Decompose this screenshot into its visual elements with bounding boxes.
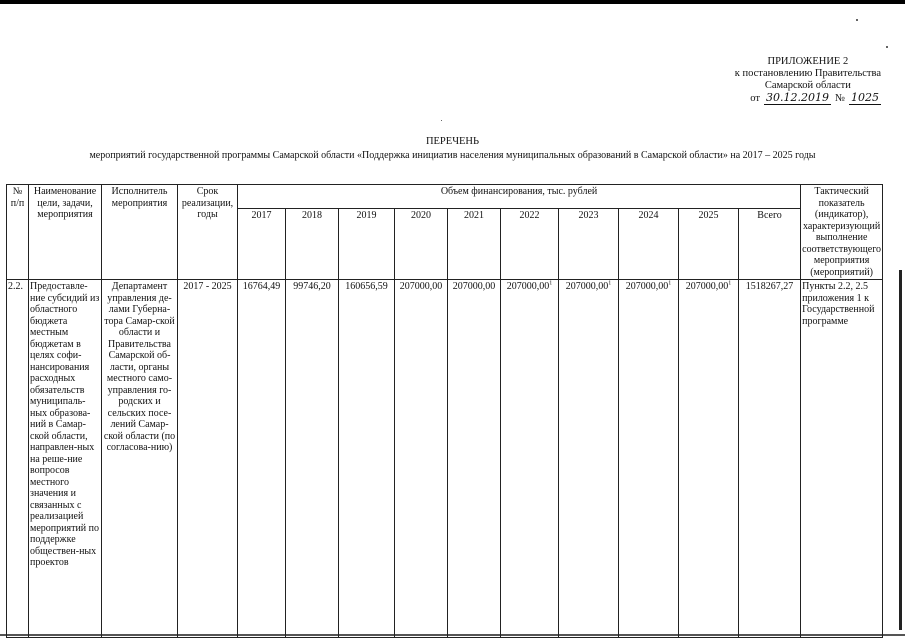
row-name: Предоставле-ние субсидий из областного бюджета местным бюджетам в целях софи-нансирования расходных обязательств муниципаль-ных образова-ний в Самар-ской области, направлен-ных на реше-ние вопросов местного значения и связанных с реализацией мероприятий по поддержке обществен-ных проектов <box>29 280 102 638</box>
row-value-total: 1518267,27 <box>739 280 801 638</box>
header-term: Срок реализации, годы <box>178 185 238 280</box>
header-year: 2018 <box>286 209 339 280</box>
value-text: 207000,00 <box>625 281 669 292</box>
document-title: ПЕРЕЧЕНЬ <box>425 136 480 147</box>
row-value-2018: 99746,20 <box>286 280 339 638</box>
footnote-mark: 1 <box>668 280 672 287</box>
number-value: 1025 <box>851 91 879 104</box>
header-year: 2023 <box>559 209 619 280</box>
header-year: 2019 <box>339 209 395 280</box>
row-value-2021: 207000,00 <box>448 280 501 638</box>
table-row <box>7 280 883 638</box>
value-text: 207000,00 <box>565 281 609 292</box>
row-value-2020: 207000,00 <box>395 280 448 638</box>
header-year: 2025 <box>679 209 739 280</box>
scan-speck <box>856 19 858 21</box>
row-indicator: Пункты 2.2, 2.5 приложения 1 к Государственной программе <box>801 280 883 638</box>
appendix-line: к постановлению Правительства <box>734 68 881 79</box>
row-value-2022 <box>501 280 559 638</box>
header-year: 2017 <box>238 209 286 280</box>
row-num: 2.2. <box>7 280 29 638</box>
date-number-line <box>735 92 881 105</box>
row-term: 2017 - 2025 <box>178 280 238 638</box>
row-value-2025 <box>679 280 739 638</box>
header-year: 2024 <box>619 209 679 280</box>
footnote-mark: 1 <box>549 280 553 287</box>
footnote-mark: 1 <box>608 280 612 287</box>
value-text: 207000,00 <box>685 281 729 292</box>
row-executor: Департамент управления де-лами Губерна-тора Самар-ской области и Правительства Самарской об-ласти, органы местного само-управления го-родских и сельских посе-лений Самар-ской области (по согласова-нию) <box>102 280 178 638</box>
footnote-mark: 1 <box>728 280 732 287</box>
date-value: 30.12.2019 <box>765 91 829 104</box>
document-subtitle: мероприятий государственной программы Самарской области «Поддержка инициатив населения муниципальных образований в Самарской области» на 2017 – 2025 годы <box>89 150 816 161</box>
scan-right-edge <box>899 270 902 630</box>
row-value-2017: 16764,49 <box>238 280 286 638</box>
header-funding: Объем финансирования, тыс. рублей <box>238 185 801 209</box>
number-prefix: № <box>834 93 845 104</box>
appendix-block <box>735 56 881 105</box>
header-total: Всего <box>739 209 801 280</box>
header-year: 2021 <box>448 209 501 280</box>
value-text: 207000,00 <box>506 281 550 292</box>
appendix-title: ПРИЛОЖЕНИЕ 2 <box>767 56 849 67</box>
date-prefix: от <box>750 93 760 104</box>
scan-speck <box>441 120 442 121</box>
measures-table <box>6 184 883 638</box>
row-value-2019: 160656,59 <box>339 280 395 638</box>
row-value-2023 <box>559 280 619 638</box>
scan-speck <box>886 46 888 48</box>
header-num: № п/п <box>7 185 29 280</box>
appendix-line: Самарской области <box>764 80 851 91</box>
header-year: 2022 <box>501 209 559 280</box>
scan-top-border <box>0 0 905 4</box>
row-value-2024 <box>619 280 679 638</box>
header-indicator: Тактический показатель (индикатор), характеризующий выполнение соответствующего мероприятия (мероприятий) <box>802 186 882 278</box>
header-year: 2020 <box>395 209 448 280</box>
header-name: Наименование цели, задачи, мероприятия <box>29 185 102 280</box>
header-executor: Исполнитель мероприятия <box>102 185 178 280</box>
